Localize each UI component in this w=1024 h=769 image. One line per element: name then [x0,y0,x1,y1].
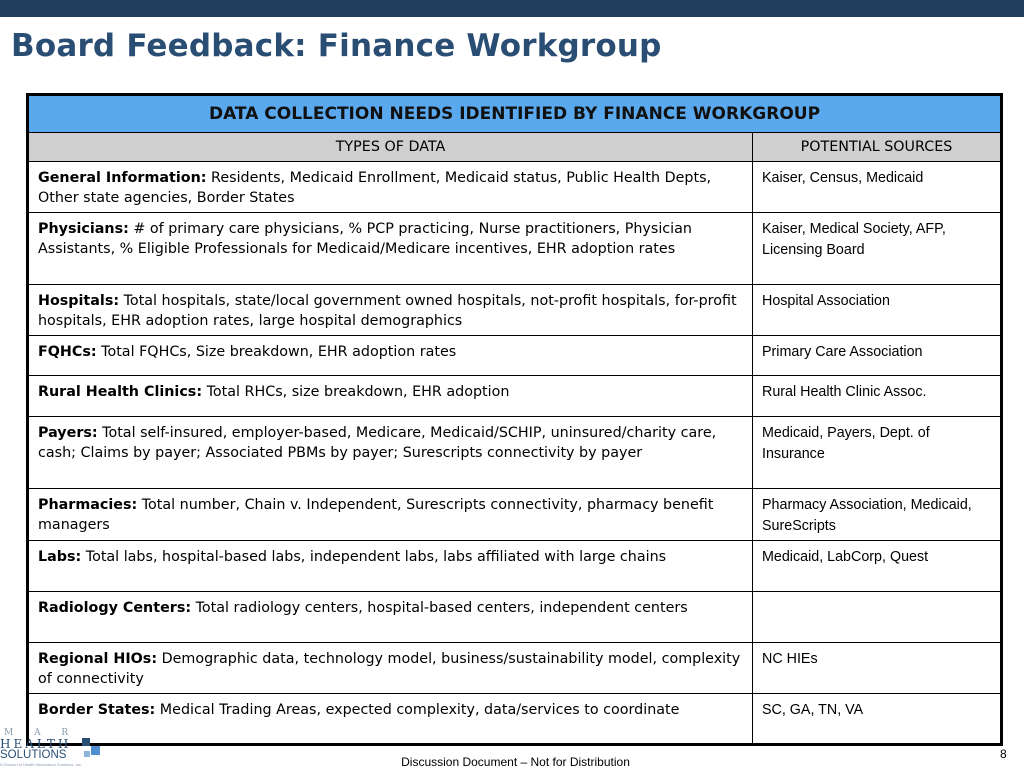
data-type-detail: # of primary care physicians, % PCP practicing, Nurse practitioners, Physician Assistants, % Eligible Professionals for Medicaid/Medicare incentives, EHR adoption rates [38,221,692,257]
data-type-detail: Total hospitals, state/local government owned hospitals, not-profit hospitals, for-profit hospitals, EHR adoption rates, large hospital demographics [38,293,737,329]
table-banner: DATA COLLECTION NEEDS IDENTIFIED BY FINANCE WORKGROUP [28,95,1002,133]
logo-line-2: HEALTH [0,737,72,751]
data-type-detail: Residents, Medicaid Enrollment, Medicaid status, Public Health Depts, Other state agencies, Border States [38,170,712,206]
potential-source-cell [753,592,1002,643]
potential-source-cell: Kaiser, Census, Medicaid [753,162,1002,213]
data-type-label: Regional HIOs: [38,651,158,667]
potential-source-cell: Medicaid, LabCorp, Quest [753,541,1002,592]
table-row [28,643,1002,694]
potential-source-cell: Kaiser, Medical Society, AFP, Licensing Board [753,213,1002,285]
footer-note: Discussion Document – Not for Distribution [401,755,630,769]
potential-source-cell: Medicaid, Payers, Dept. of Insurance [753,417,1002,489]
slide-title: Board Feedback: Finance Workgroup [11,28,662,64]
data-type-label: FQHCs: [38,344,97,360]
top-bar [0,0,1024,17]
table-row [28,285,1002,336]
potential-source-cell: Pharmacy Association, Medicaid, SureScripts [753,489,1002,541]
data-type-detail: Total radiology centers, hospital-based centers, independent centers [191,600,688,616]
table-row [28,541,1002,592]
data-type-detail: Total RHCs, size breakdown, EHR adoption [202,384,510,400]
data-type-cell [28,417,753,489]
table-row [28,592,1002,643]
data-type-cell [28,162,753,213]
potential-source-cell: Rural Health Clinic Assoc. [753,376,1002,417]
page-number: 8 [1000,747,1007,761]
table-row [28,336,1002,376]
data-type-cell [28,694,753,745]
table-row [28,417,1002,489]
column-header-sources: POTENTIAL SOURCES [753,133,1002,162]
data-type-cell [28,541,753,592]
data-type-label: General Information: [38,170,207,186]
data-type-cell [28,643,753,694]
data-type-label: Labs: [38,549,82,565]
data-type-detail: Total self-insured, employer-based, Medicare, Medicaid/SCHIP, uninsured/charity care, cash; Claims by payer; Associated PBMs by payer; Surescripts connectivity by payer [38,425,717,461]
table-banner-row [28,95,1002,133]
data-type-label: Border States: [38,702,156,718]
data-type-cell [28,285,753,336]
data-type-detail: Medical Trading Areas, expected complexity, data/services to coordinate [155,702,680,718]
table-row [28,694,1002,745]
potential-source-cell: NC HIEs [753,643,1002,694]
data-collection-table [26,93,1003,746]
table-row [28,376,1002,417]
logo-tagline: A Division of Health Information Solutions, Inc. [0,762,83,767]
data-type-label: Radiology Centers: [38,600,192,616]
data-type-label: Rural Health Clinics: [38,384,203,400]
data-type-label: Pharmacies: [38,497,138,513]
potential-source-cell: Hospital Association [753,285,1002,336]
data-type-label: Hospitals: [38,293,120,309]
data-collection-table-container [26,93,1000,748]
data-type-label: Payers: [38,425,98,441]
data-type-cell [28,336,753,376]
data-type-cell [28,213,753,285]
logo-line-3: SOLUTIONS [0,749,67,761]
potential-source-cell: Primary Care Association [753,336,1002,376]
data-type-cell [28,592,753,643]
table-row [28,489,1002,541]
column-header-types: TYPES OF DATA [28,133,753,162]
data-type-detail: Demographic data, technology model, business/sustainability model, complexity of connectivity [38,651,741,687]
table-row [28,213,1002,285]
data-type-detail: Total number, Chain v. Independent, Surescripts connectivity, pharmacy benefit managers [38,497,714,533]
data-type-detail: Total FQHCs, Size breakdown, EHR adoption rates [96,344,457,360]
data-type-detail: Total labs, hospital-based labs, independent labs, labs affiliated with large chains [81,549,667,565]
table-row [28,162,1002,213]
column-header-row [28,133,1002,162]
data-type-cell [28,489,753,541]
data-type-cell [28,376,753,417]
logo-line-1: M A R [4,728,78,738]
potential-source-cell: SC, GA, TN, VA [753,694,1002,745]
data-type-label: Physicians: [38,221,129,237]
